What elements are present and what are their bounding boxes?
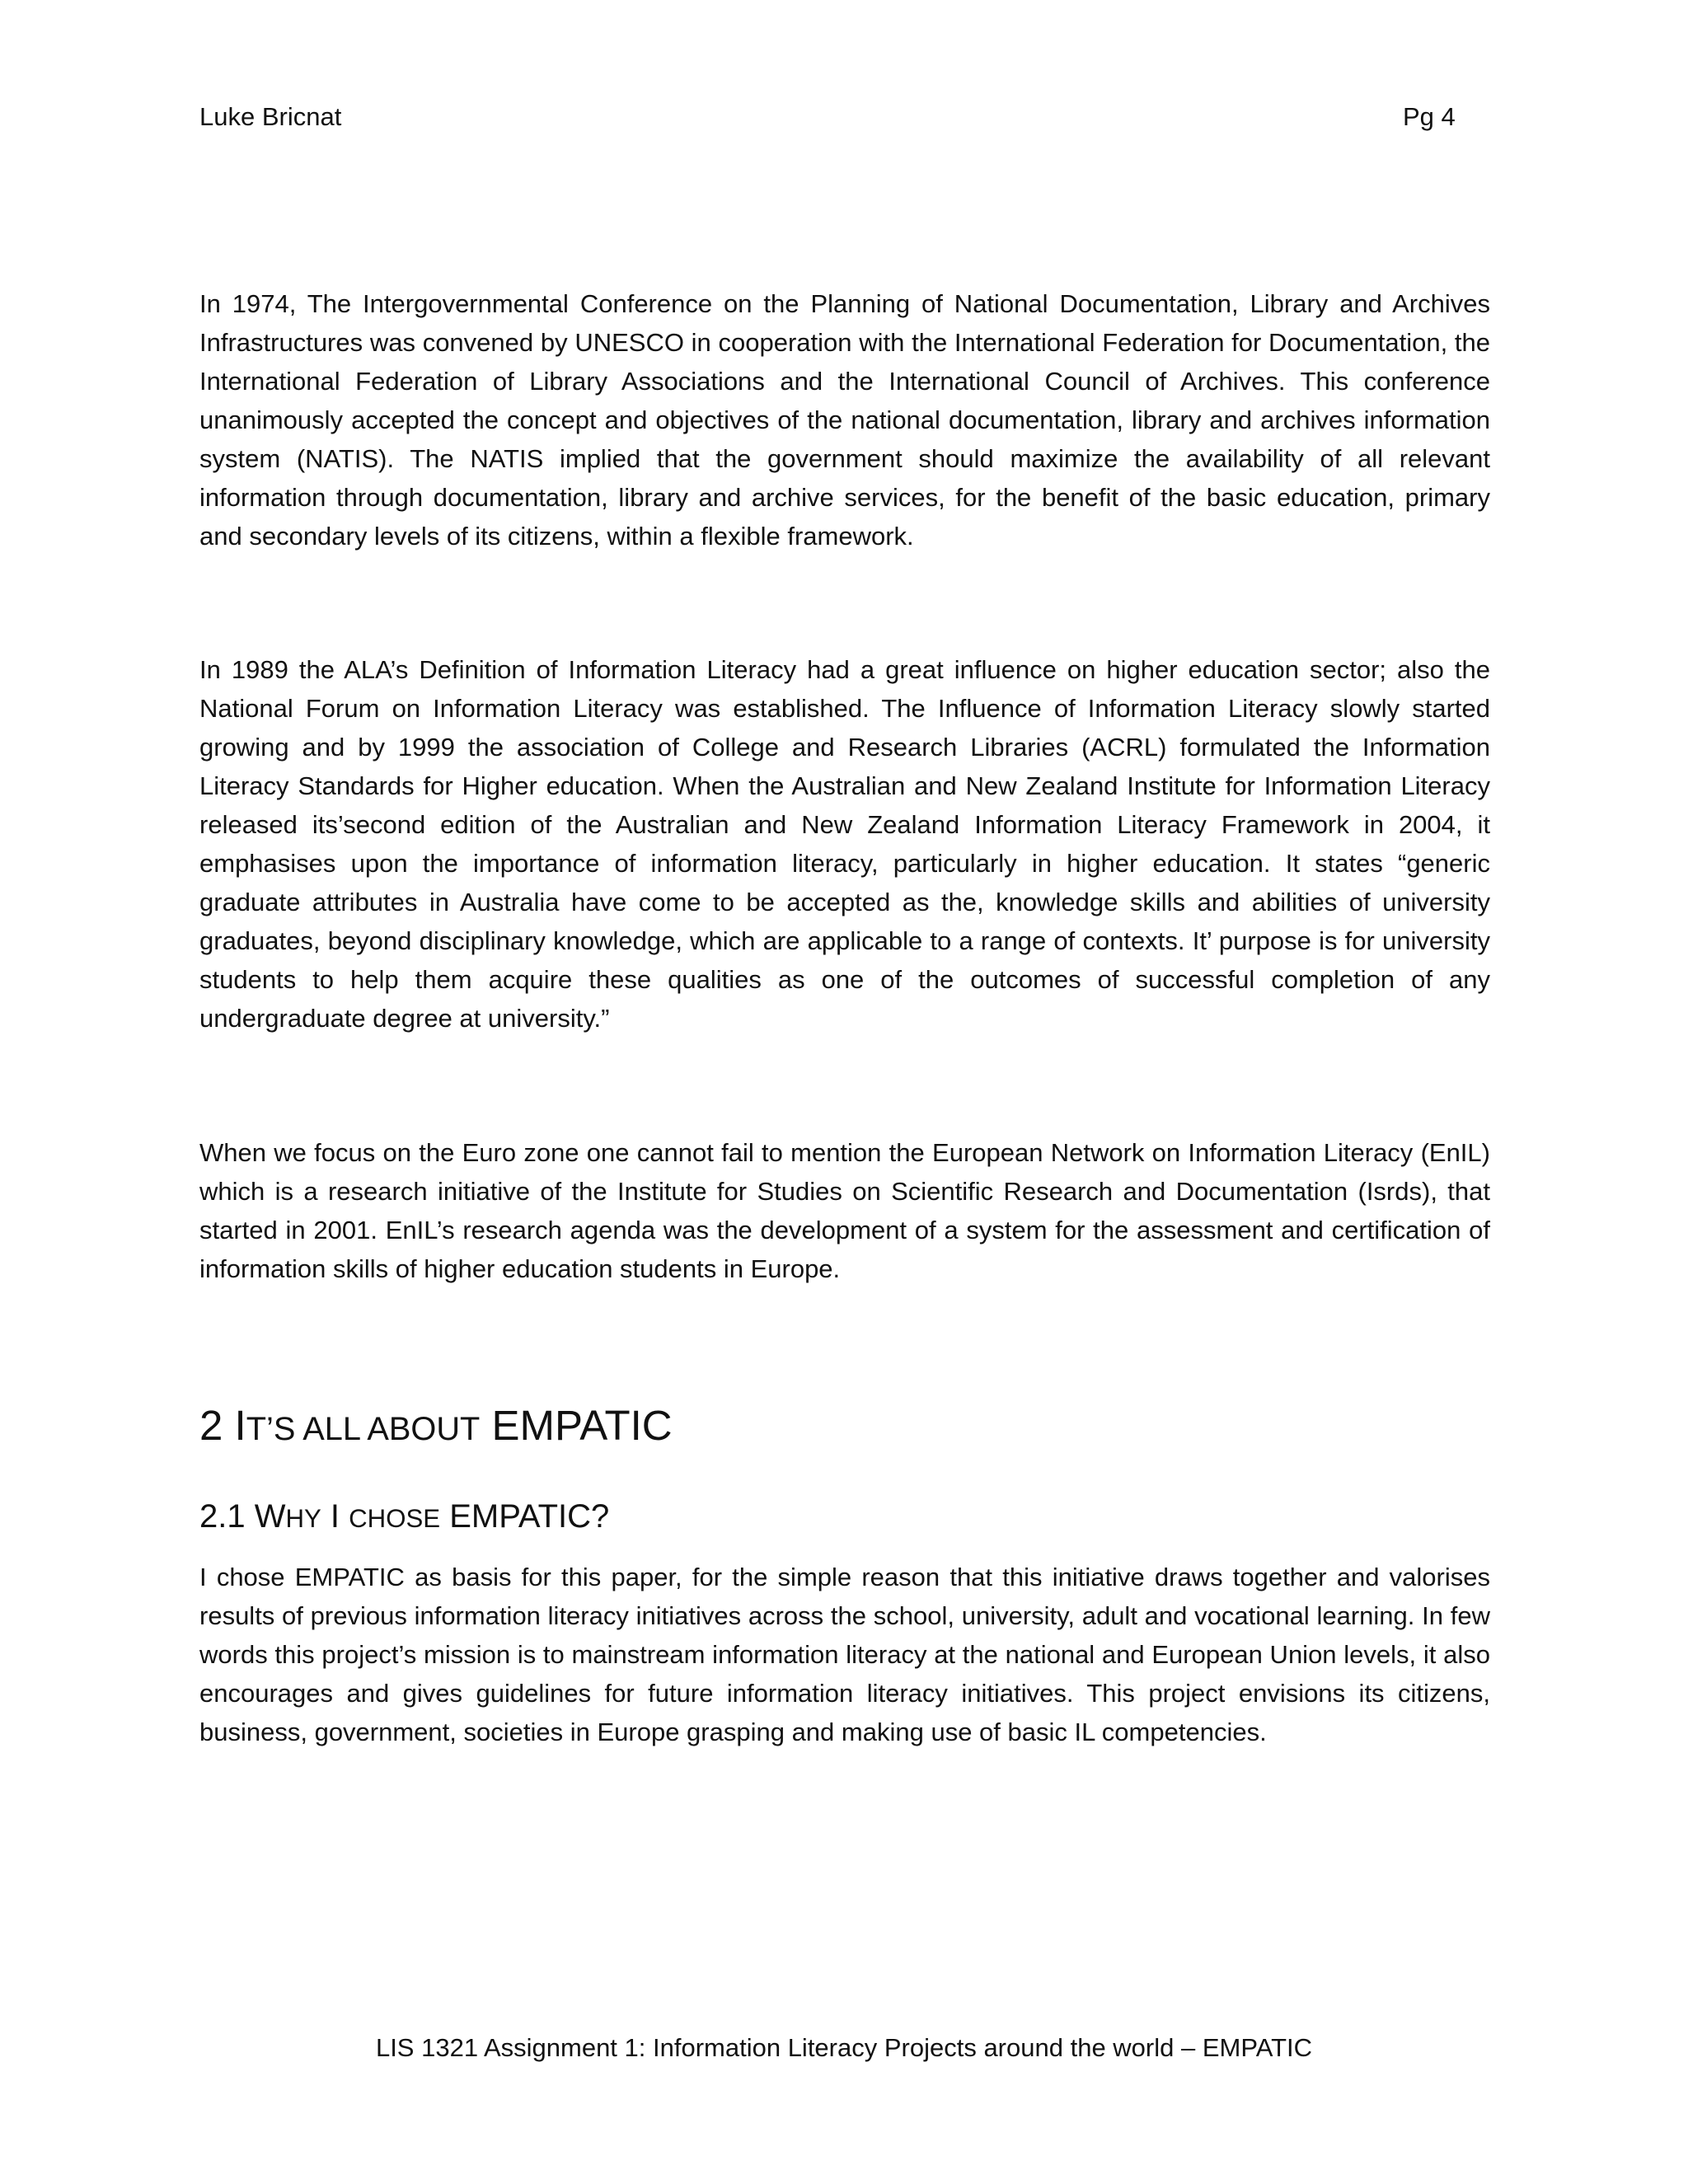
paragraph-natis: In 1974, The Intergovernmental Conference on the Planning of National Documentation, Library and Archives Infrastructures was convened by UNESCO in cooperation with the International Federation for Documentation, the International Federation of Library Associations and the International Council of Archives. This conference unanimously accepted the concept and objectives of the national documentation, library and archives information system (NATIS). The NATIS implied that the government should maximize the availability of all relevant information through documentation, library and archive services, for the benefit of the basic education, primary and secondary levels of its citizens, within a flexible framework. bbox=[199, 289, 1490, 551]
header-page-number: Pg 4 bbox=[1403, 102, 1456, 131]
section-heading-smallcaps: T’S ALL ABOUT bbox=[246, 1411, 481, 1447]
paragraph-why-empatic: I chose EMPATIC as basis for this paper, for the simple reason that this initiative draws together and valorises results of previous information literacy initiatives across the school, university, adult and vocational learning. In few words this project’s mission is to mainstream information literacy at the national and European Union levels, it also encourages and gives guidelines for future information literacy initiatives. This project envisions its citizens, business, government, societies in Europe grasping and making use of basic IL competencies. bbox=[199, 1563, 1490, 1746]
subsection-heading-number: 2.1 W bbox=[199, 1498, 286, 1535]
subsection-heading-tail: EMPATIC? bbox=[440, 1498, 610, 1535]
paragraph-enil: When we focus on the Euro zone one cannot fail to mention the European Network on Information Literacy (EnIL) which is a research initiative of the Institute for Studies on Scientific Research and Documentation (Isrds), that started in 2001. EnIL’s research agenda was the development of a system for the assessment and certification of information skills of higher education students in Europe. bbox=[199, 1138, 1490, 1283]
section-heading bbox=[199, 1397, 673, 1458]
subsection-heading-smallcaps-2: CHOSE bbox=[349, 1504, 441, 1533]
subsection-heading bbox=[199, 1493, 609, 1542]
subsection-heading-smallcaps-1: HY bbox=[285, 1504, 321, 1533]
paragraph-ala-definition: In 1989 the ALA’s Definition of Information Literacy had a great influence on higher education sector; also the National Forum on Information Literacy was established. The Influence of Information Literacy slowly started growing and by 1999 the association of College and Research Libraries (ACRL) formulated the Information Literacy Standards for Higher education. When the Australian and New Zealand Institute for Information Literacy released its’second edition of the Australian and New Zealand Information Literacy Framework in 2004, it emphasises upon the importance of information literacy, particularly in higher education. It states “generic graduate attributes in Australia have come to be accepted as the, knowledge skills and abilities of university graduates, beyond disciplinary knowledge, which are applicable to a range of contexts. It’ purpose is for university students to help them acquire these qualities as one of the outcomes of successful completion of any undergraduate degree at university.” bbox=[199, 655, 1490, 1033]
subsection-heading-mid: I bbox=[321, 1498, 349, 1535]
section-heading-tail: EMPATIC bbox=[480, 1402, 673, 1449]
page-footer: LIS 1321 Assignment 1: Information Literacy Projects around the world – EMPATIC bbox=[375, 2033, 1313, 2062]
header-author: Luke Bricnat bbox=[199, 102, 342, 131]
section-heading-number: 2 I bbox=[199, 1402, 246, 1449]
